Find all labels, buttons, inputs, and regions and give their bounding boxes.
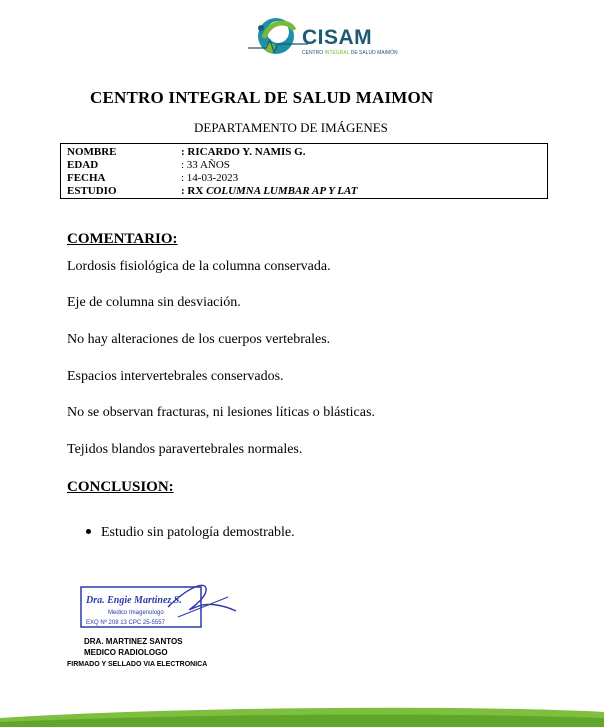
age-value: : 33 AÑOS [181,159,230,171]
signature-note: FIRMADO Y SELLADO VIA ELECTRONICA [67,661,208,668]
department-name: DEPARTAMENTO DE IMÁGENES [194,120,388,135]
svg-text:Dra. Engie Martinez S.: Dra. Engie Martinez S. [86,595,182,606]
footer-wave [0,700,604,727]
cisam-logo [248,8,398,60]
logo-swirl-icon [248,8,308,60]
study-value: : RX COLUMNA LUMBAR AP Y LAT [181,185,358,197]
doctor-stamp [78,577,238,631]
conclusion-heading: CONCLUSION: [67,479,174,495]
logo-name: CISAM [302,26,373,49]
finding-2: Eje de columna sin desviación. [67,295,241,310]
doctor-role: MEDICO RADIOLOGO [84,648,168,657]
age-label: EDAD [67,159,99,171]
name-label: NOMBRE [67,146,117,158]
comment-heading: COMENTARIO: [67,231,178,247]
bullet-icon [86,529,91,534]
study-label: ESTUDIO [67,185,117,197]
conclusion-item [86,525,295,541]
finding-5: No se observan fracturas, ni lesiones líticas o blásticas. [67,405,375,420]
finding-3: No hay alteraciones de los cuerpos vertebrales. [67,332,331,347]
conclusion-text: Estudio sin patología demostrable. [101,525,295,540]
finding-4: Espacios intervertebrales conservados. [67,369,284,384]
patient-info-box [60,143,548,199]
svg-text:EXQ Nº 208 13 CPC 25-5557: EXQ Nº 208 13 CPC 25-5557 [86,620,165,626]
date-value: : 14-03-2023 [181,172,239,184]
name-value: : RICARDO Y. NAMIS G. [181,146,306,158]
finding-1: Lordosis fisiológica de la columna conservada. [67,259,331,274]
logo-subtitle: CENTRO INTEGRAL DE SALUD MAIMÓN [302,50,398,56]
finding-6: Tejidos blandos paravertebrales normales. [67,442,303,457]
date-label: FECHA [67,172,106,184]
doctor-name: DRA. MARTINEZ SANTOS [84,637,183,646]
doctor-name-block [84,636,183,658]
svg-text:Medico Imagenologo: Medico Imagenologo [108,610,164,616]
page-title: CENTRO INTEGRAL DE SALUD MAIMON [90,88,434,107]
